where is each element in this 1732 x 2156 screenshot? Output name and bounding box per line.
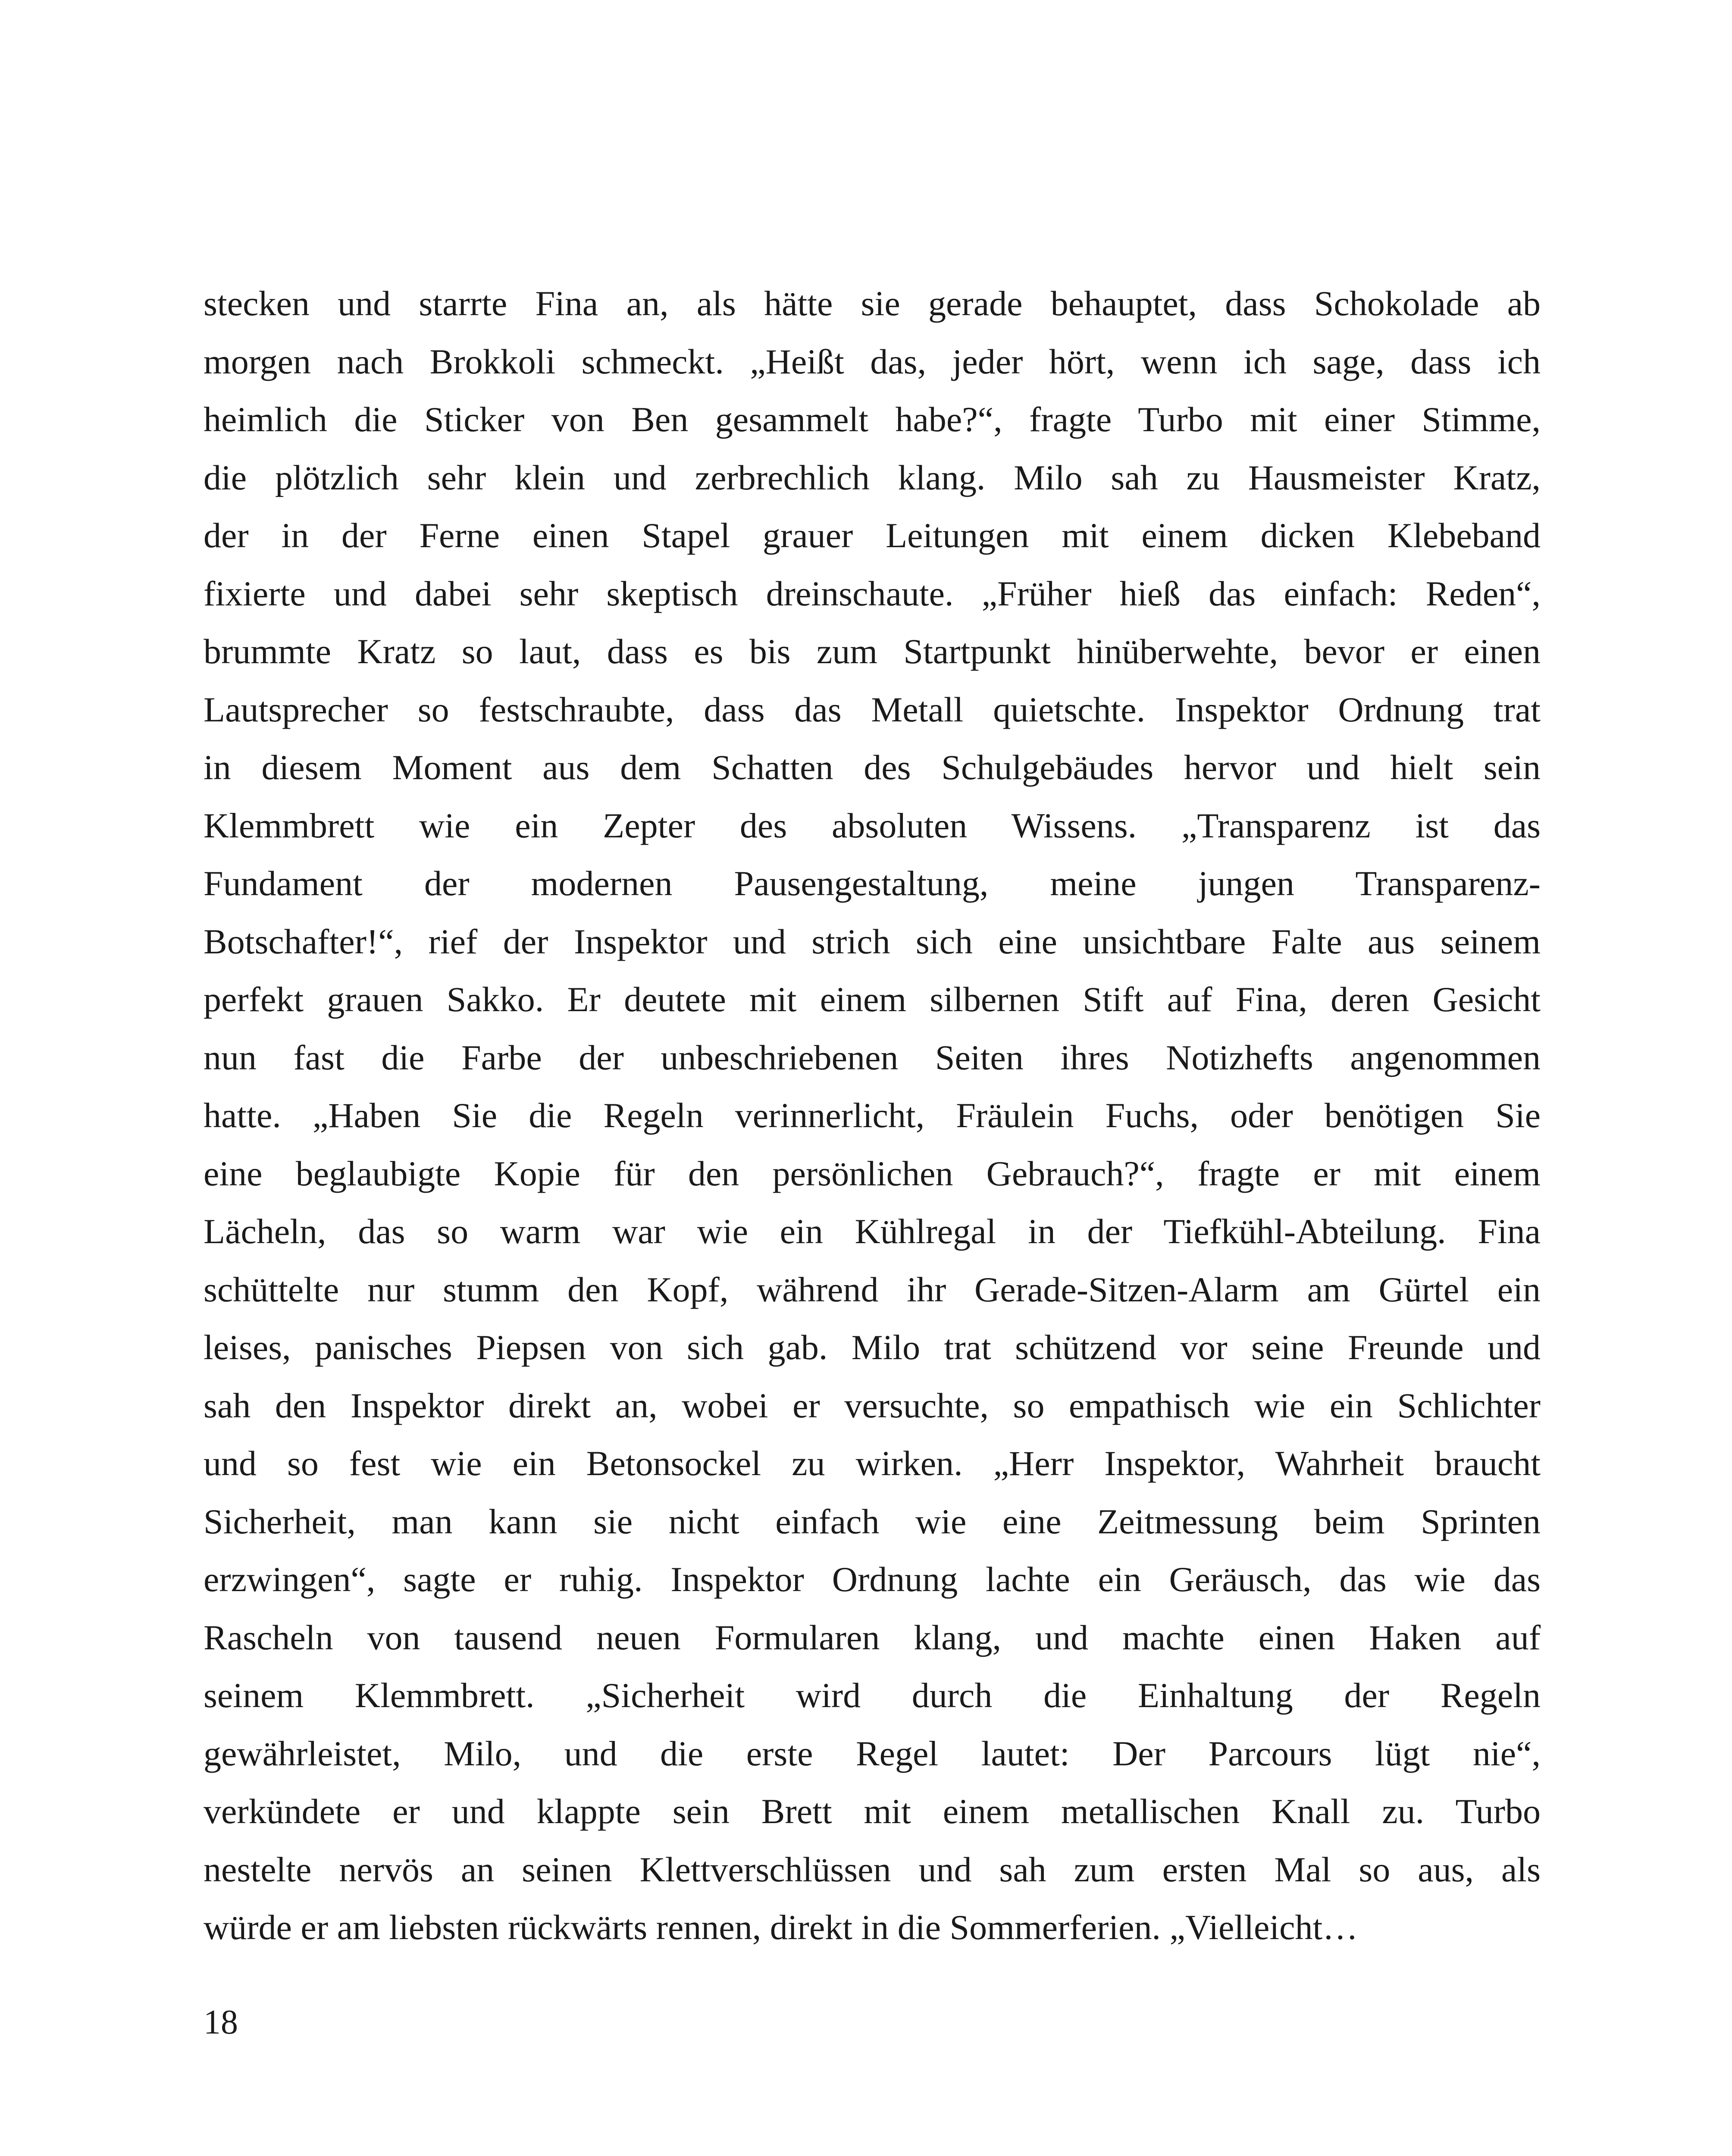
text-line: morgen nach Brokkoli schmeckt. „Heißt das, jeder hört, wenn ich sage, dass ich bbox=[204, 342, 1541, 381]
text-line: sah den Inspektor direkt an, wobei er versuchte, so empathisch wie ein Schlichter bbox=[204, 1385, 1541, 1425]
text-line: und so fest wie ein Betonsockel zu wirken. „Herr Inspektor, Wahrheit braucht bbox=[204, 1444, 1541, 1483]
page-number: 18 bbox=[204, 2003, 238, 2041]
body-text bbox=[204, 275, 1541, 1957]
text-line: schüttelte nur stumm den Kopf, während ihr Gerade-Sitzen-Alarm am Gürtel ein bbox=[204, 1269, 1541, 1309]
text-line: Klemmbrett wie ein Zepter des absoluten Wissens. „Transparenz ist das bbox=[204, 805, 1541, 845]
text-line: perfekt grauen Sakko. Er deutete mit einem silbernen Stift auf Fina, deren Gesicht bbox=[204, 980, 1541, 1019]
text-line: seinem Klemmbrett. „Sicherheit wird durch die Einhaltung der Regeln bbox=[204, 1676, 1541, 1715]
text-line: leises, panisches Piepsen von sich gab. Milo trat schützend vor seine Freunde und bbox=[204, 1328, 1541, 1367]
text-line: brummte Kratz so laut, dass es bis zum Startpunkt hinüberwehte, bevor er einen bbox=[204, 632, 1541, 671]
text-line: Lächeln, das so warm war wie ein Kühlregal in der Tiefkühl-Abteilung. Fina bbox=[204, 1212, 1541, 1251]
text-line: der in der Ferne einen Stapel grauer Leitungen mit einem dicken Klebeband bbox=[204, 516, 1541, 555]
text-line: Sicherheit, man kann sie nicht einfach wie eine Zeitmessung beim Sprinten bbox=[204, 1501, 1541, 1541]
text-line: Botschafter!“, rief der Inspektor und strich sich eine unsichtbare Falte aus seinem bbox=[204, 921, 1541, 961]
text-line: stecken und starrte Fina an, als hätte sie gerade behauptet, dass Schokolade ab bbox=[204, 284, 1541, 323]
text-line: hatte. „Haben Sie die Regeln verinnerlicht, Fräulein Fuchs, oder benötigen Sie bbox=[204, 1096, 1541, 1135]
text-line: in diesem Moment aus dem Schatten des Schulgebäudes hervor und hielt sein bbox=[204, 748, 1541, 787]
text-line: würde er am liebsten rückwärts rennen, direkt in die Sommerferien. „Vielleicht… bbox=[204, 1908, 1358, 1947]
text-line: eine beglaubigte Kopie für den persönlichen Gebrauch?“, fragte er mit einem bbox=[204, 1153, 1541, 1193]
text-line: Rascheln von tausend neuen Formularen klang, und machte einen Haken auf bbox=[204, 1617, 1541, 1657]
text-line: verkündete er und klappte sein Brett mit einem metallischen Knall zu. Turbo bbox=[204, 1792, 1541, 1831]
text-line: nestelte nervös an seinen Klettverschlüssen und sah zum ersten Mal so aus, als bbox=[204, 1849, 1541, 1889]
text-line: Fundament der modernen Pausengestaltung, meine jungen Transparenz- bbox=[204, 864, 1541, 903]
text-line: nun fast die Farbe der unbeschriebenen Seiten ihres Notizhefts angenommen bbox=[204, 1037, 1541, 1077]
text-line: fixierte und dabei sehr skeptisch dreinschaute. „Früher hieß das einfach: Reden“, bbox=[204, 573, 1541, 613]
text-line: die plötzlich sehr klein und zerbrechlich klang. Milo sah zu Hausmeister Kratz, bbox=[204, 458, 1541, 497]
text-line: gewährleistet, Milo, und die erste Regel lautet: Der Parcours lügt nie“, bbox=[204, 1733, 1541, 1773]
text-line: heimlich die Sticker von Ben gesammelt habe?“, fragte Turbo mit einer Stimme, bbox=[204, 400, 1541, 439]
text-line: erzwingen“, sagte er ruhig. Inspektor Ordnung lachte ein Geräusch, das wie das bbox=[204, 1560, 1541, 1599]
text-line: Lautsprecher so festschraubte, dass das Metall quietschte. Inspektor Ordnung trat bbox=[204, 689, 1541, 729]
